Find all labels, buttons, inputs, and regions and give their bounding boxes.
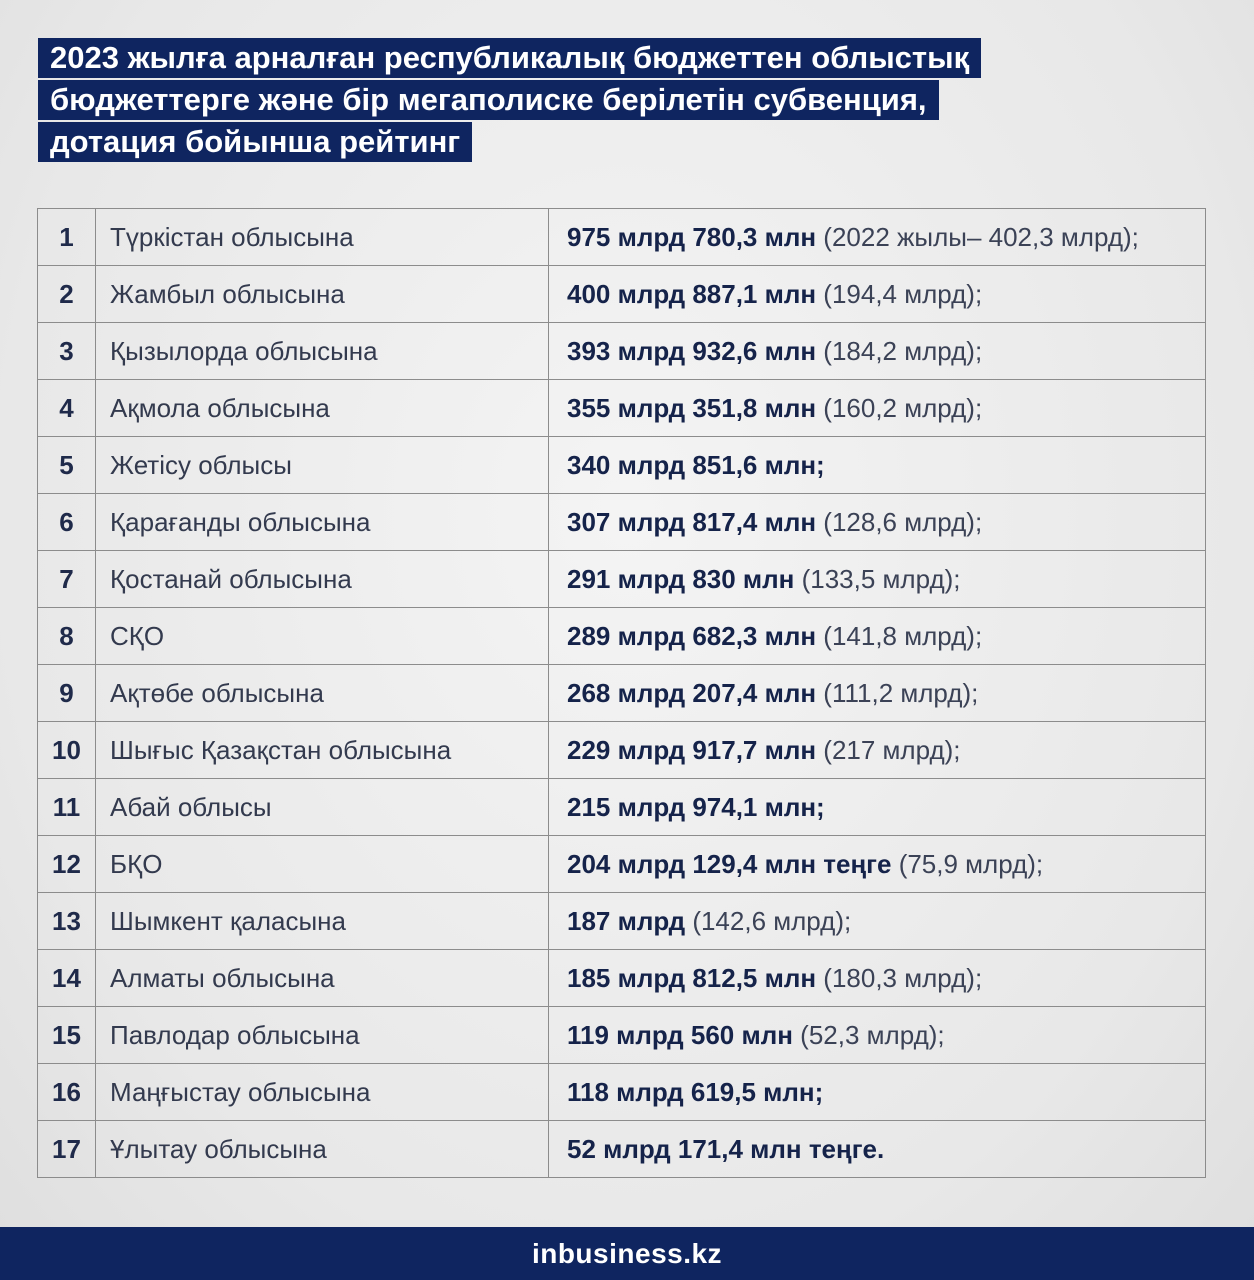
amount-cell	[549, 836, 1206, 893]
ranking-table-body	[38, 209, 1206, 1178]
region-cell: Қостанай облысына	[96, 551, 549, 608]
region-cell: Павлодар облысына	[96, 1007, 549, 1064]
table-row	[38, 1007, 1206, 1064]
table-row	[38, 551, 1206, 608]
table-row	[38, 380, 1206, 437]
amount-value: 393 млрд 932,6 млн	[567, 335, 817, 366]
table-row	[38, 323, 1206, 380]
amount-cell	[549, 1007, 1206, 1064]
title-line-3: дотация бойынша рейтинг	[38, 122, 472, 162]
table-row	[38, 209, 1206, 266]
amount-previous-year: (217 млрд);	[816, 734, 961, 765]
amount-previous-year: (142,6 млрд);	[685, 905, 852, 936]
amount-previous-year: (2022 жылы– 402,3 млрд);	[816, 221, 1139, 252]
amount-previous-year: (141,8 млрд);	[816, 620, 983, 651]
region-cell: Маңғыстау облысына	[96, 1064, 549, 1121]
amount-value: 400 млрд 887,1 млн	[567, 278, 817, 309]
amount-cell	[549, 1121, 1206, 1178]
amount-value: 119 млрд 560 млн	[567, 1019, 793, 1050]
amount-previous-year: (194,4 млрд);	[816, 278, 983, 309]
rank-cell: 1	[38, 209, 96, 266]
rank-cell: 10	[38, 722, 96, 779]
table-row	[38, 1064, 1206, 1121]
footer-bar	[0, 1227, 1254, 1280]
amount-cell	[549, 608, 1206, 665]
brand-logo[interactable]	[532, 1227, 722, 1280]
region-cell: Ұлытау облысына	[96, 1121, 549, 1178]
rank-cell: 12	[38, 836, 96, 893]
amount-previous-year: (160,2 млрд);	[816, 392, 983, 423]
amount-value: 291 млрд 830 млн	[567, 563, 795, 594]
amount-previous-year: (180,3 млрд);	[816, 962, 983, 993]
table-row	[38, 665, 1206, 722]
rank-cell: 6	[38, 494, 96, 551]
amount-previous-year: (128,6 млрд);	[816, 506, 983, 537]
region-cell: Ақмола облысына	[96, 380, 549, 437]
rank-cell: 3	[38, 323, 96, 380]
amount-cell	[549, 494, 1206, 551]
region-cell: Абай облысы	[96, 779, 549, 836]
amount-value: 52 млрд 171,4 млн теңге.	[567, 1133, 885, 1164]
region-cell: Қызылорда облысына	[96, 323, 549, 380]
rank-cell: 13	[38, 893, 96, 950]
table-row	[38, 779, 1206, 836]
rank-cell: 8	[38, 608, 96, 665]
amount-value: 289 млрд 682,3 млн	[567, 620, 817, 651]
amount-cell	[549, 209, 1206, 266]
table-row	[38, 836, 1206, 893]
rank-cell: 2	[38, 266, 96, 323]
table-row	[38, 437, 1206, 494]
table-row	[38, 266, 1206, 323]
table-row	[38, 950, 1206, 1007]
title-line-1: 2023 жылға арналған республикалық бюджеттен облыстық	[38, 38, 981, 78]
amount-cell	[549, 950, 1206, 1007]
title-line-2: бюджеттерге және бір мегаполиске берілетін субвенция,	[38, 80, 939, 120]
brand-logo-in: in	[531, 1238, 558, 1269]
rank-cell: 14	[38, 950, 96, 1007]
region-cell: Жамбыл облысына	[96, 266, 549, 323]
table-row	[38, 722, 1206, 779]
amount-value: 340 млрд 851,6 млн;	[567, 449, 825, 480]
amount-previous-year: (111,2 млрд);	[816, 677, 979, 708]
table-row	[38, 608, 1206, 665]
amount-cell	[549, 1064, 1206, 1121]
region-cell: БҚО	[96, 836, 549, 893]
amount-cell	[549, 437, 1206, 494]
amount-value: 215 млрд 974,1 млн;	[567, 791, 825, 822]
rank-cell: 11	[38, 779, 96, 836]
table-row	[38, 494, 1206, 551]
amount-value: 204 млрд 129,4 млн теңге	[567, 848, 892, 879]
rank-cell: 7	[38, 551, 96, 608]
region-cell: Қарағанды облысына	[96, 494, 549, 551]
region-cell: Алматы облысына	[96, 950, 549, 1007]
rank-cell: 17	[38, 1121, 96, 1178]
amount-cell	[549, 893, 1206, 950]
amount-value: 187 млрд	[567, 905, 686, 936]
amount-value: 307 млрд 817,4 млн	[567, 506, 817, 537]
brand-logo-rest: business.kz	[557, 1238, 723, 1269]
rank-cell: 15	[38, 1007, 96, 1064]
ranking-table	[37, 208, 1206, 1178]
amount-previous-year: (75,9 млрд);	[891, 848, 1044, 879]
amount-cell	[549, 665, 1206, 722]
amount-value: 355 млрд 351,8 млн	[567, 392, 817, 423]
region-cell: Шымкент қаласына	[96, 893, 549, 950]
rank-cell: 4	[38, 380, 96, 437]
rank-cell: 16	[38, 1064, 96, 1121]
region-cell: СҚО	[96, 608, 549, 665]
page-title	[38, 38, 981, 164]
region-cell: Жетісу облысы	[96, 437, 549, 494]
rank-cell: 9	[38, 665, 96, 722]
rank-cell: 5	[38, 437, 96, 494]
table-row	[38, 893, 1206, 950]
amount-previous-year: (184,2 млрд);	[816, 335, 983, 366]
amount-cell	[549, 551, 1206, 608]
amount-previous-year: (133,5 млрд);	[794, 563, 961, 594]
amount-cell	[549, 266, 1206, 323]
amount-value: 975 млрд 780,3 млн	[567, 221, 817, 252]
amount-cell	[549, 323, 1206, 380]
amount-value: 118 млрд 619,5 млн;	[567, 1076, 824, 1107]
amount-value: 185 млрд 812,5 млн	[567, 962, 817, 993]
region-cell: Шығыс Қазақстан облысына	[96, 722, 549, 779]
amount-value: 229 млрд 917,7 млн	[567, 734, 817, 765]
table-row	[38, 1121, 1206, 1178]
amount-previous-year: (52,3 млрд);	[792, 1019, 945, 1050]
region-cell: Түркістан облысына	[96, 209, 549, 266]
amount-value: 268 млрд 207,4 млн	[567, 677, 817, 708]
amount-cell	[549, 380, 1206, 437]
amount-cell	[549, 722, 1206, 779]
region-cell: Ақтөбе облысына	[96, 665, 549, 722]
amount-cell	[549, 779, 1206, 836]
